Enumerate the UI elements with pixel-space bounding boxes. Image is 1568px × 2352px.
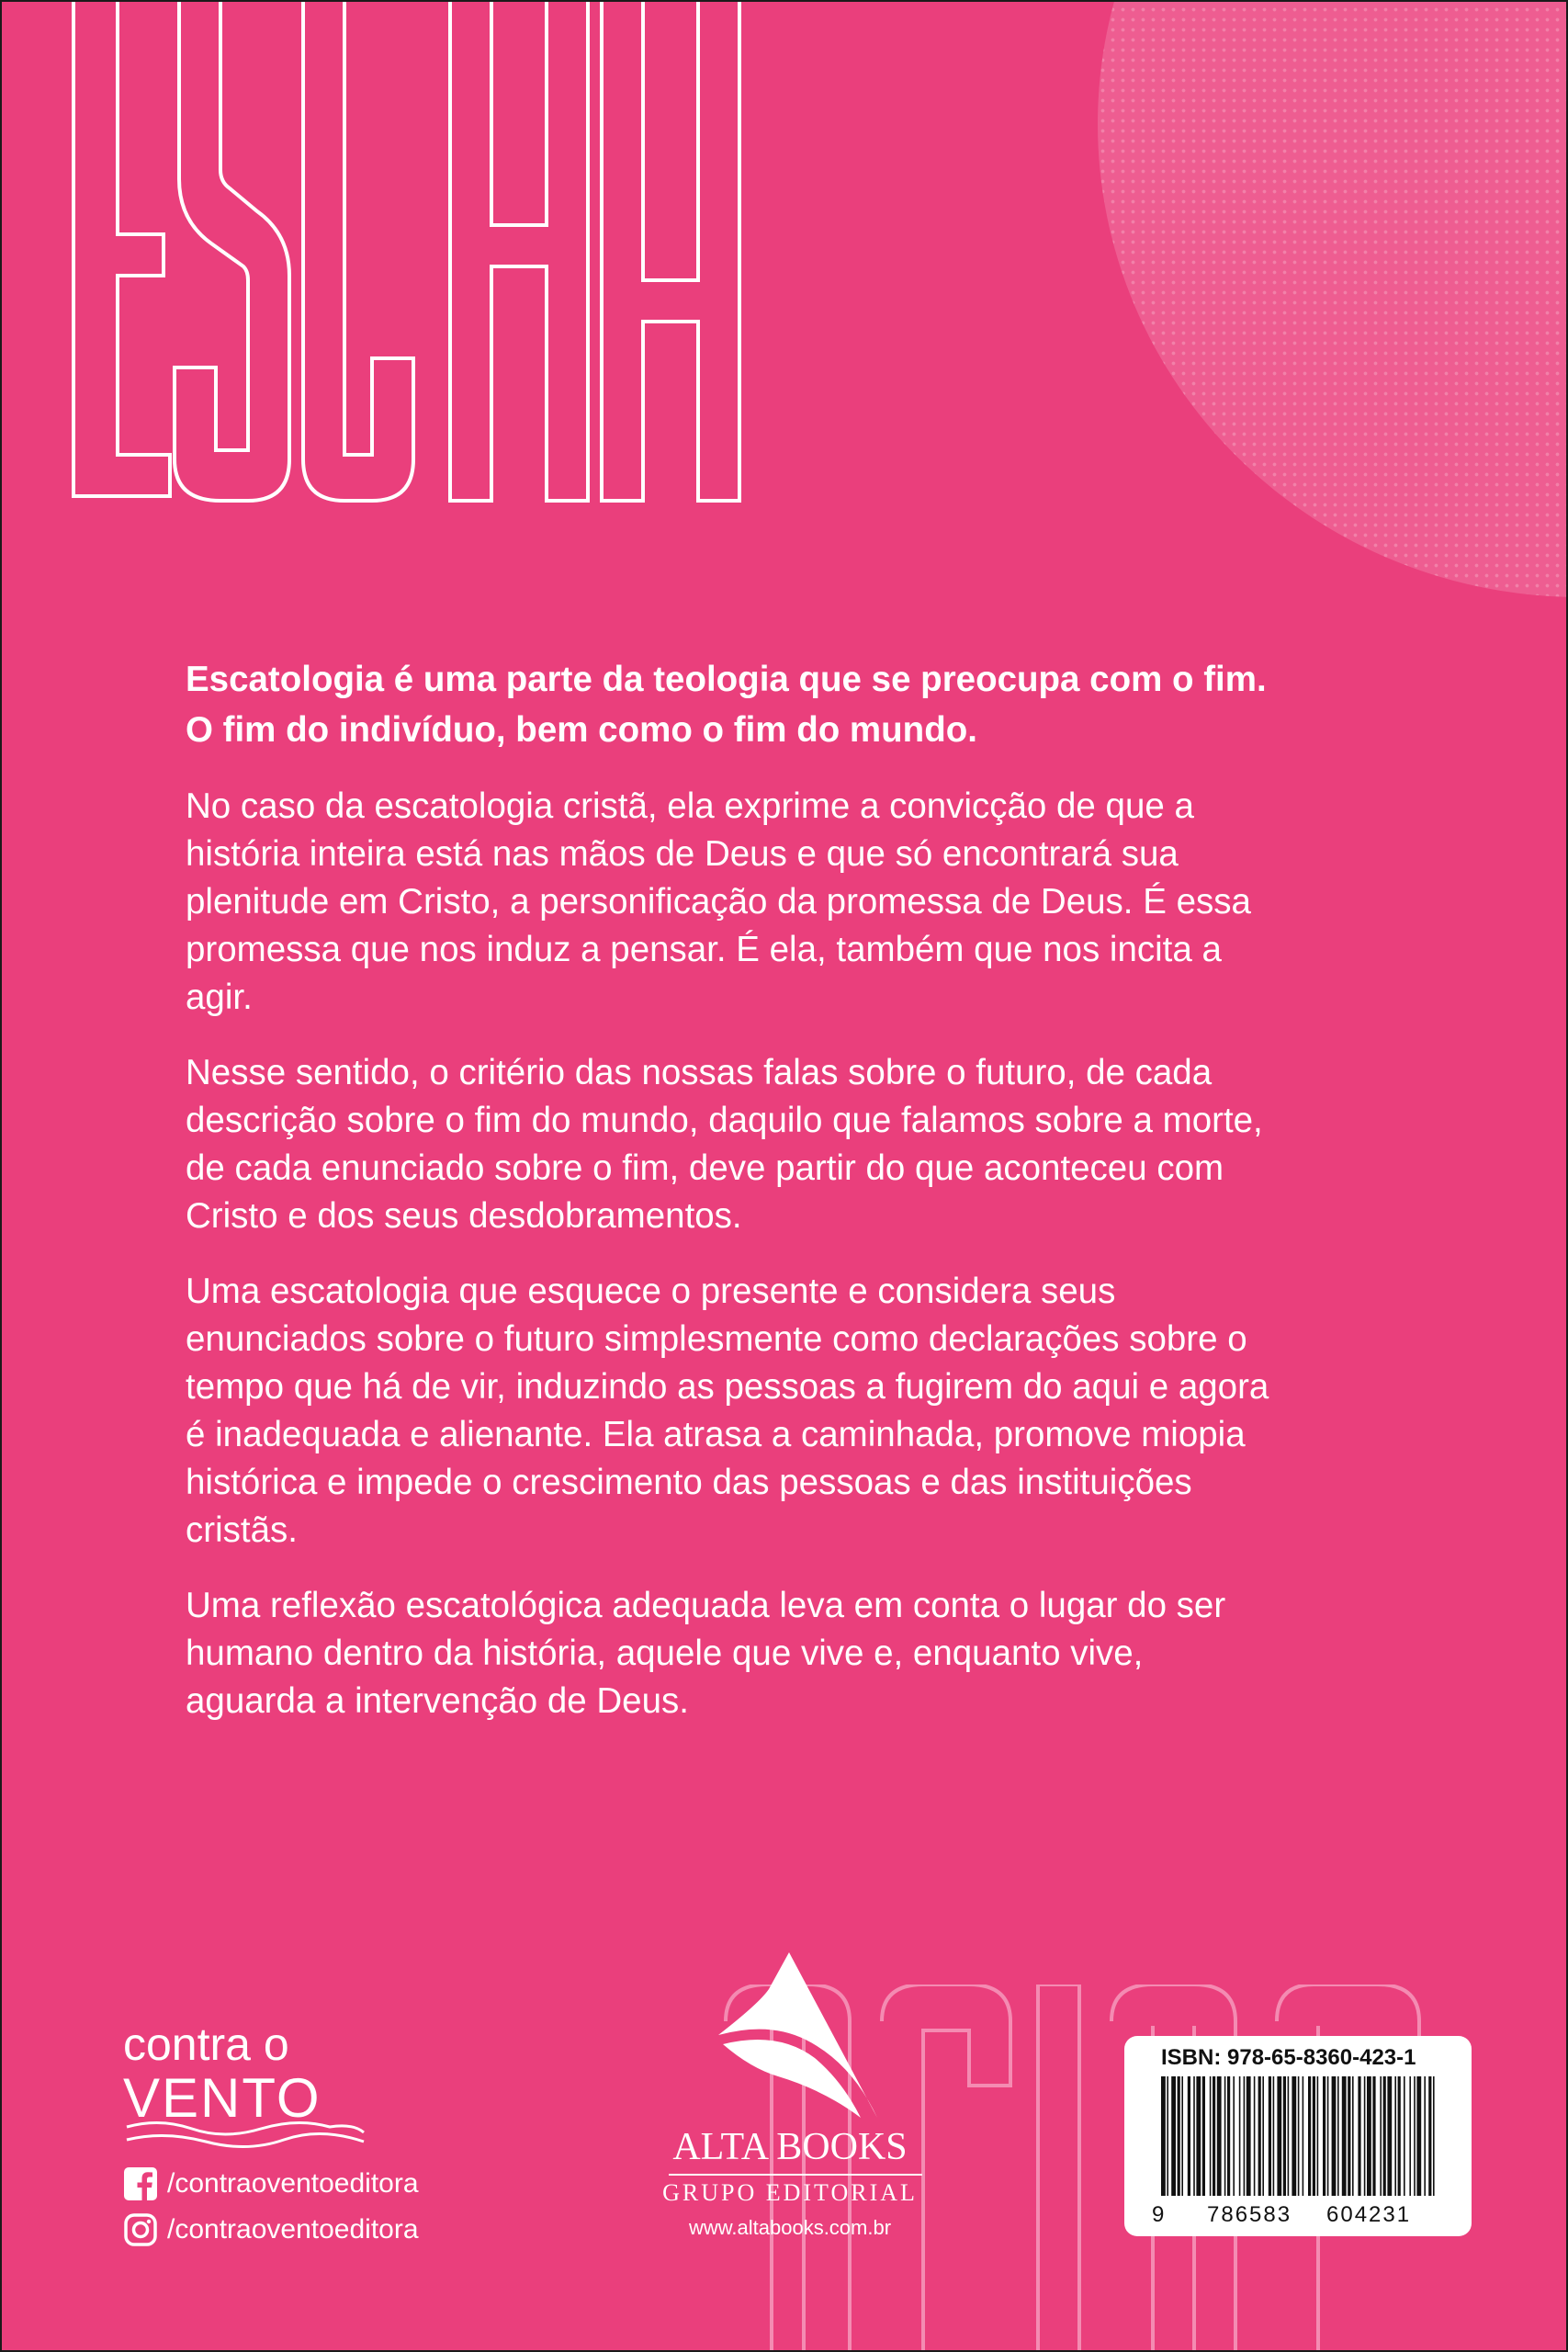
barcode-bar — [1193, 2076, 1195, 2196]
instagram-link[interactable] — [123, 2210, 419, 2250]
barcode-bar — [1254, 2076, 1256, 2196]
barcode-bar — [1233, 2076, 1235, 2196]
barcode-bar — [1273, 2076, 1275, 2196]
barcode-bar — [1239, 2076, 1241, 2196]
instagram-icon — [123, 2212, 158, 2247]
barcode-bar — [1358, 2076, 1360, 2196]
body-paragraph-3: Uma escatologia que esquece o presente e considera seus enunciados sobre o futuro simplesmente como declarações sobre o tempo que há de vir, induzindo as pessoas a fugirem do aqui e agora é inadequada e alienante. Ela atrasa a caminhada, promove miopia histórica e impede o crescimento das pessoas e das instituições cristãs. — [186, 1272, 1269, 1550]
barcode-bar — [1213, 2076, 1215, 2196]
facebook-link[interactable] — [123, 2164, 419, 2204]
barcode-bar — [1262, 2076, 1264, 2196]
title-letter-e — [73, 0, 170, 496]
barcode-bar — [1178, 2076, 1180, 2196]
title-letter-s — [175, 0, 289, 501]
barcode-bar — [1247, 2076, 1251, 2196]
barcode-bars — [1161, 2076, 1437, 2205]
alta-books-name: ALTA BOOKS — [672, 2126, 908, 2168]
barcode-bar — [1227, 2076, 1230, 2196]
barcode-bar — [1308, 2076, 1311, 2196]
logo-text-line1: contra o — [123, 2018, 289, 2070]
barcode-bar — [1394, 2076, 1396, 2196]
barcode-bar — [1161, 2076, 1166, 2196]
barcode-digit-first: 9 — [1152, 2202, 1165, 2227]
halftone-circle-decoration — [1098, 0, 1568, 597]
body-paragraph-1: No caso da escatologia cristã, ela exprime a convicção de que a história inteira está nas mãos de Deus e que só encontrará sua plenitude em Cristo, a personificação da promessa de Deus. É essa promessa que nos induz a pensar. É ela, também que nos incita a agir. — [186, 786, 1251, 1017]
instagram-handle: /contraoventoeditora — [167, 2214, 419, 2245]
barcode-bar — [1317, 2076, 1319, 2196]
barcode-bar — [1398, 2076, 1401, 2196]
barcode-digits-right: 604231 — [1326, 2202, 1412, 2227]
barcode-digits-left: 786583 — [1207, 2202, 1292, 2227]
barcode-bar — [1323, 2076, 1325, 2196]
barcode-bar — [1171, 2076, 1176, 2196]
wind-waves-icon — [123, 2118, 371, 2149]
barcode-bar — [1337, 2076, 1339, 2196]
lead-paragraph: Escatologia é uma parte da teologia que se preocupa com o fim. O fim do indivíduo, bem como o fim do mundo. — [186, 660, 1267, 750]
alta-books-subtitle: GRUPO EDITORIAL — [662, 2179, 918, 2206]
barcode-bar — [1433, 2076, 1435, 2196]
isbn-label: ISBN: 978-65-8360-423-1 — [1161, 2045, 1416, 2070]
alta-books-divider — [669, 2174, 922, 2176]
barcode-bar — [1372, 2076, 1375, 2196]
alta-books-url[interactable]: www.altabooks.com.br — [688, 2216, 892, 2239]
title-letter-h — [450, 0, 588, 501]
facebook-icon — [123, 2166, 158, 2201]
barcode-bar — [1292, 2076, 1296, 2196]
barcode-bar — [1327, 2076, 1329, 2196]
barcode-bar — [1196, 2076, 1201, 2196]
title-letter-a — [602, 0, 739, 501]
barcode-bar — [1348, 2076, 1350, 2196]
barcode-bar — [1269, 2076, 1271, 2196]
barcode-bar — [1428, 2076, 1431, 2196]
barcode-bar — [1367, 2076, 1371, 2196]
isbn-barcode — [1124, 2036, 1472, 2236]
body-paragraph-4: Uma reflexão escatológica adequada leva em conta o lugar do ser humano dentro da história, aquele que vive e, enquanto vive, aguarda a intervenção de Deus. — [186, 1586, 1226, 1721]
barcode-bar — [1352, 2076, 1354, 2196]
barcode-bar — [1404, 2076, 1405, 2196]
barcode-bar — [1288, 2076, 1290, 2196]
barcode-bar — [1258, 2076, 1261, 2196]
logo-text-line2: VENTO — [123, 2067, 321, 2129]
barcode-bar — [1244, 2076, 1246, 2196]
barcode-bar — [1409, 2076, 1411, 2196]
barcode-bar — [1217, 2076, 1222, 2196]
barcode-bar — [1383, 2076, 1386, 2196]
barcode-bar — [1181, 2076, 1183, 2196]
contra-o-vento-logo — [123, 2017, 417, 2154]
barcode-bar — [1277, 2076, 1281, 2196]
title-letter-c — [303, 0, 413, 501]
barcode-bar — [1303, 2076, 1304, 2196]
facebook-handle: /contraoventoeditora — [167, 2168, 419, 2199]
barcode-bar — [1414, 2076, 1416, 2196]
barcode-bar — [1210, 2076, 1212, 2196]
barcode-bar — [1332, 2076, 1337, 2196]
barcode-bar — [1283, 2076, 1286, 2196]
barcode-bar — [1416, 2076, 1421, 2196]
barcode-bar — [1188, 2076, 1190, 2196]
outlined-title-letters — [0, 0, 753, 514]
body-paragraph-2: Nesse sentido, o critério das nossas falas sobre o futuro, de cada descrição sobre o fim do mundo, daquilo que falamos sobre a morte, de cada enunciado sobre o fim, deve partir do que aconteceu com Cristo e dos seus desdobramentos. — [186, 1053, 1263, 1236]
barcode-bar — [1380, 2076, 1382, 2196]
barcode-bar — [1387, 2076, 1392, 2196]
back-cover-text — [186, 654, 1269, 1753]
barcode-bar — [1298, 2076, 1300, 2196]
barcode-bar — [1224, 2076, 1226, 2196]
alta-books-triangle-icon — [714, 1952, 879, 2122]
barcode-bar — [1167, 2076, 1168, 2196]
bottom-letter-i — [1038, 1984, 1079, 2352]
barcode-bar — [1364, 2076, 1366, 2196]
barcode-bar — [1202, 2076, 1205, 2196]
barcode-bar — [1342, 2076, 1347, 2196]
barcode-bar — [1313, 2076, 1315, 2196]
barcode-bar — [1424, 2076, 1426, 2196]
